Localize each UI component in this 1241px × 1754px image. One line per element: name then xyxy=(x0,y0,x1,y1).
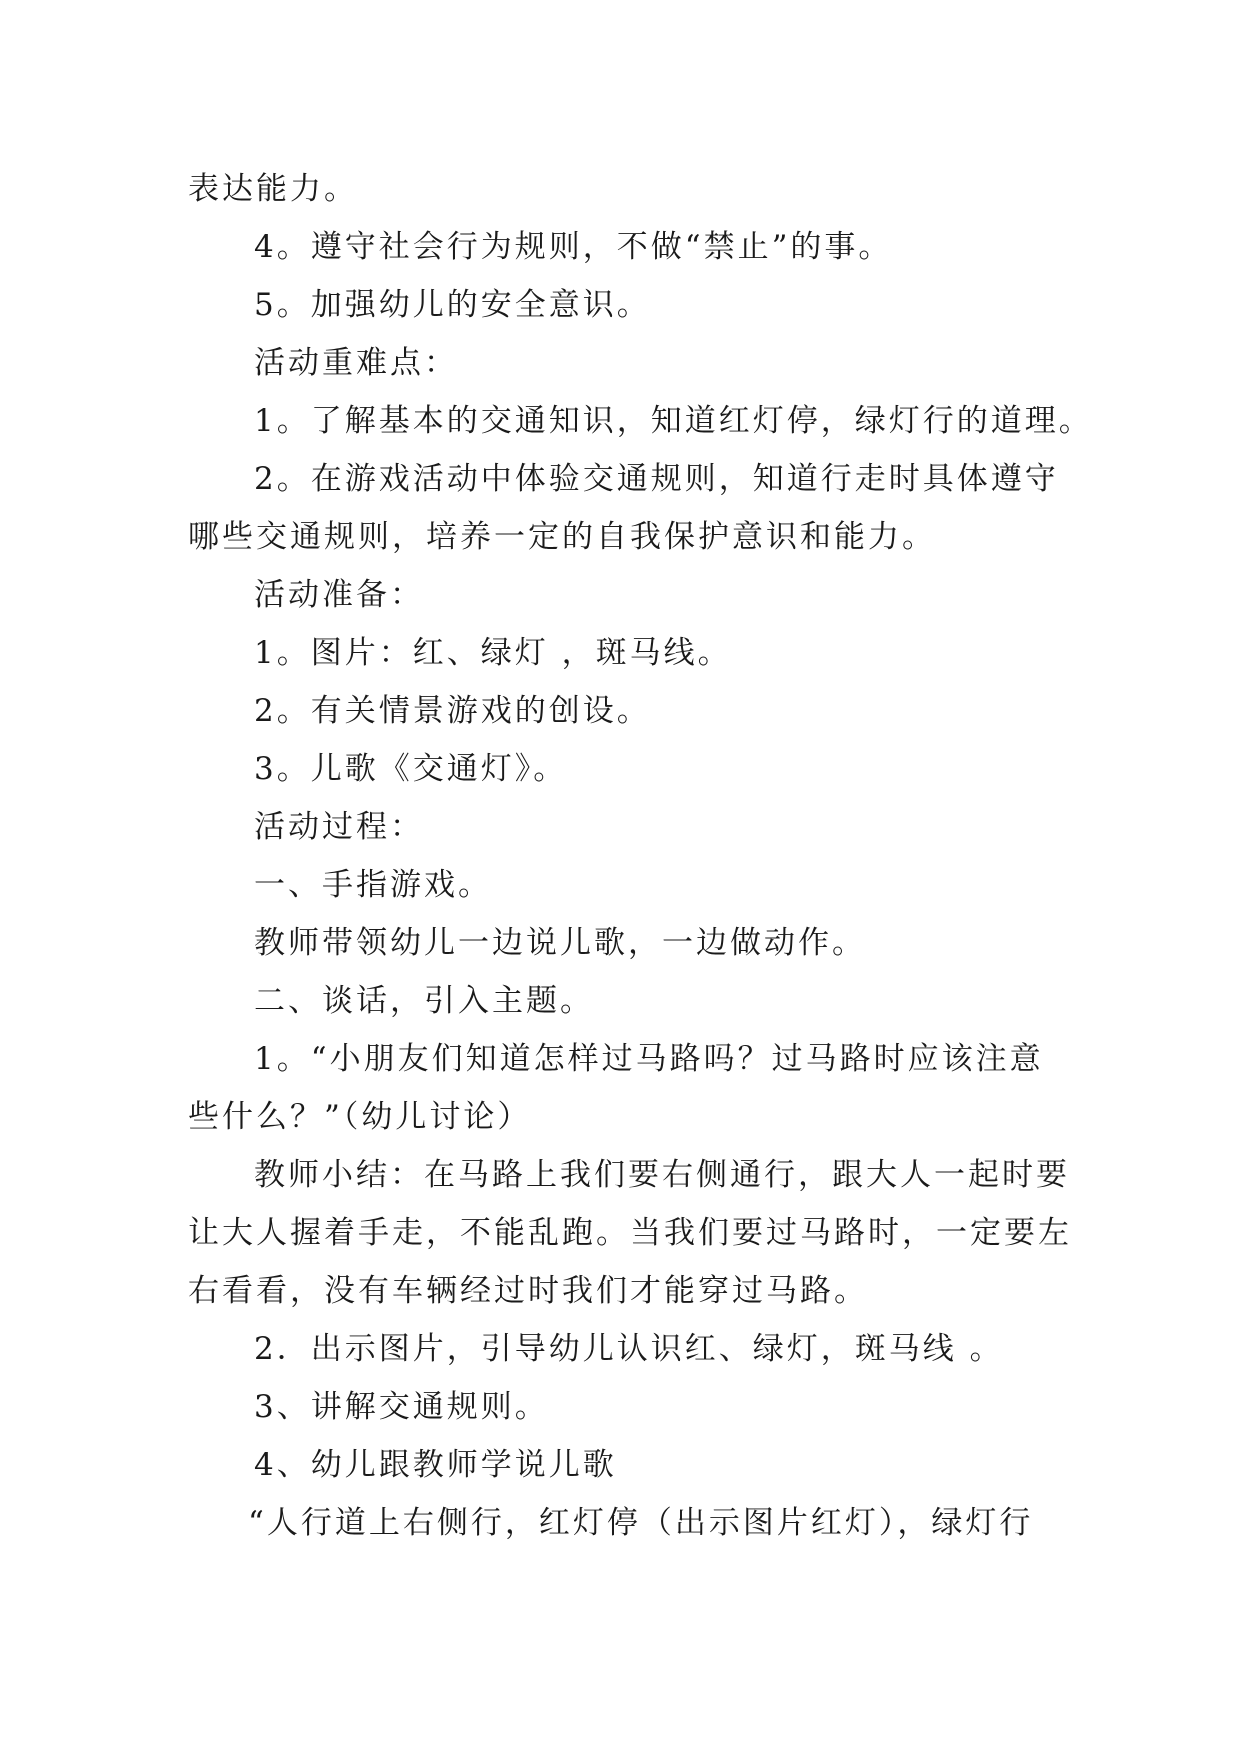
text-line: 3。儿歌《交通灯》。 xyxy=(254,751,568,787)
text-line: 2．出示图片，引导幼儿认识红、绿灯，斑马线 。 xyxy=(254,1331,1004,1367)
section-heading: 活动准备： xyxy=(254,577,424,613)
text-line: 5。加强幼儿的安全意识。 xyxy=(254,287,651,323)
text-line: 教师小结：在马路上我们要右侧通行，跟大人一起时要 xyxy=(254,1157,1070,1193)
section-heading: 活动过程： xyxy=(254,809,424,845)
document-body xyxy=(188,160,1093,1552)
text-line: 二、谈话，引入主题。 xyxy=(254,983,594,1019)
text-line: 教师带领幼儿一边说儿歌，一边做动作。 xyxy=(254,925,866,961)
text-line: 表达能力。 xyxy=(188,171,358,207)
text-line: 让大人握着手走，不能乱跑。当我们要过马路时，一定要左 xyxy=(188,1215,1072,1251)
text-line: “人行道上右侧行，红灯停（出示图片红灯），绿灯行 xyxy=(248,1505,1034,1541)
text-line: 一、手指游戏。 xyxy=(254,867,492,903)
text-line: 1。了解基本的交通知识，知道红灯停，绿灯行的道理。 xyxy=(254,403,1093,439)
text-line: 1。“小朋友们知道怎样过马路吗？过马路时应该注意 xyxy=(254,1041,1044,1077)
text-line: 3、讲解交通规则。 xyxy=(254,1389,549,1425)
text-line: 2。有关情景游戏的创设。 xyxy=(254,693,651,729)
text-line: 2。在游戏活动中体验交通规则，知道行走时具体遵守 xyxy=(254,461,1059,497)
text-line: 4、幼儿跟教师学说儿歌 xyxy=(254,1447,617,1483)
text-line: 些什么？”（幼儿讨论） xyxy=(188,1099,532,1135)
text-line: 右看看，没有车辆经过时我们才能穿过马路。 xyxy=(188,1273,868,1309)
section-heading: 活动重难点： xyxy=(254,345,458,381)
text-line: 1。图片：红、绿灯 ，斑马线。 xyxy=(254,635,732,671)
text-line: 4。遵守社会行为规则，不做“禁止”的事。 xyxy=(254,229,893,265)
text-line: 哪些交通规则，培养一定的自我保护意识和能力。 xyxy=(188,519,936,555)
